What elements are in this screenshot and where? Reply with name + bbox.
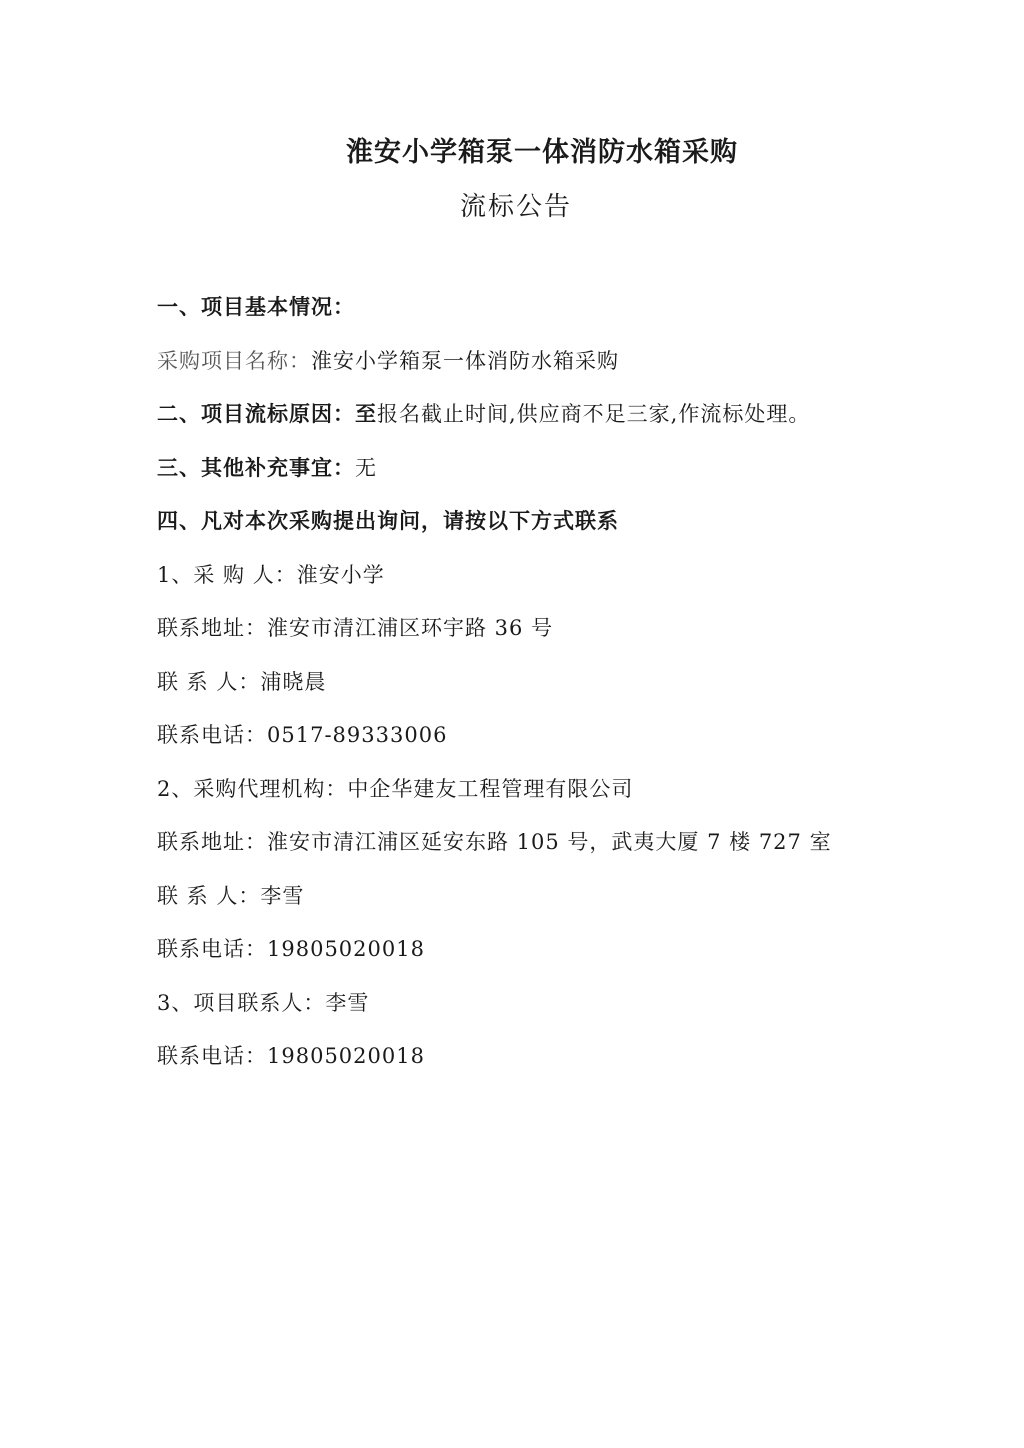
purchaser-address-label: 联系地址： [157, 616, 267, 640]
agency-phone-line [157, 934, 425, 964]
purchaser-contact-label: 联 系 人： [157, 670, 261, 694]
project-contact-phone-label: 联系电话： [157, 1044, 267, 1068]
project-name-value: 淮安小学箱泵一体消防水箱采购 [311, 349, 619, 373]
agency-contact-line [157, 881, 304, 911]
section3-line [157, 453, 377, 483]
project-contact-name: 李雪 [325, 991, 370, 1015]
purchaser-phone-line [157, 720, 447, 750]
project-name-label: 采购项目名称： [157, 349, 311, 373]
agency-phone: 19805020018 [267, 937, 425, 961]
project-name-line [157, 346, 619, 376]
section3-heading: 三、其他补充事宜： [157, 455, 355, 480]
purchaser-phone-label: 联系电话： [157, 723, 267, 747]
agency-address-label: 联系地址： [157, 830, 267, 854]
document-subtitle: 流标公告 [459, 192, 572, 222]
project-contact-label: 3、项目联系人： [157, 991, 326, 1015]
section2-heading: 二、项目流标原因：至 [157, 401, 377, 426]
purchaser-phone: 0517-89333006 [267, 723, 448, 747]
purchaser-contact: 浦晓晨 [260, 670, 327, 694]
section2-line [157, 399, 810, 429]
section3-value: 无 [355, 456, 377, 480]
agency-contact-label: 联 系 人： [157, 884, 261, 908]
agency-label: 2、采购代理机构： [157, 777, 348, 801]
project-contact-phone: 19805020018 [267, 1044, 425, 1068]
purchaser-name: 淮安小学 [296, 563, 385, 587]
purchaser-line [157, 560, 385, 590]
section1-heading: 一、项目基本情况： [157, 294, 355, 319]
agency-address-line [157, 827, 832, 857]
purchaser-label: 1、采 购 人： [157, 563, 297, 587]
agency-name: 中企华建友工程管理有限公司 [347, 777, 634, 801]
project-contact-phone-line [157, 1041, 425, 1071]
purchaser-address: 淮安市清江浦区环宇路 36 号 [267, 616, 554, 640]
document-title: 淮安小学箱泵一体消防水箱采购 [346, 137, 738, 168]
agency-contact: 李雪 [260, 884, 305, 908]
project-contact-line [157, 988, 369, 1018]
purchaser-contact-line [157, 667, 326, 697]
agency-phone-label: 联系电话： [157, 937, 267, 961]
section4-heading: 四、凡对本次采购提出询问，请按以下方式联系 [157, 508, 619, 533]
agency-address: 淮安市清江浦区延安东路 105 号，武夷大厦 7 楼 727 室 [267, 830, 832, 854]
section2-reason: 报名截止时间,供应商不足三家,作流标处理。 [377, 402, 811, 426]
purchaser-address-line [157, 613, 553, 643]
agency-line [157, 774, 633, 804]
